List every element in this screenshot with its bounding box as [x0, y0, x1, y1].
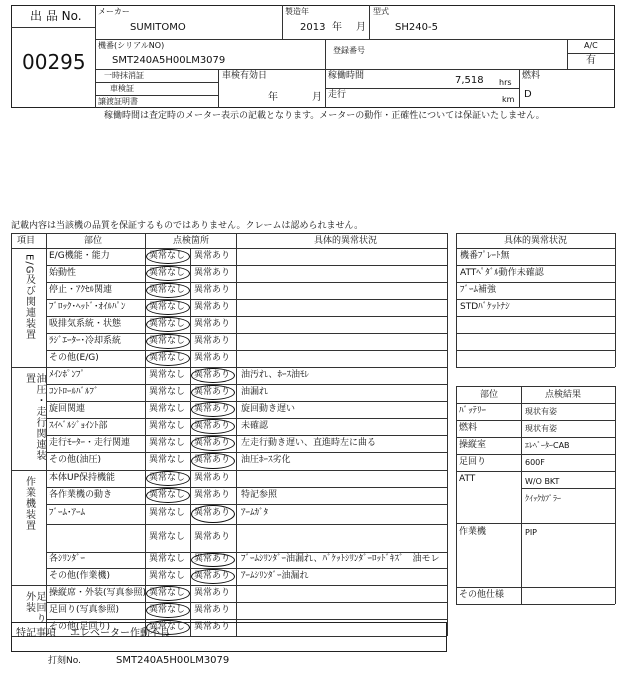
circle-mark-normal	[146, 334, 190, 349]
right-col-result: 点検結果	[545, 390, 582, 400]
stamp-value: SMT240A5H00LM3079	[116, 655, 230, 666]
check-normal[interactable]: 異常なし	[149, 570, 186, 581]
row-detail: ﾌﾞｰﾑｼﾘﾝﾀﾞｰ油漏れ、ﾊﾞｹｯﾄｼﾘﾝﾀﾞｰﾛｯﾄﾞｷｽﾞ 油モレ	[241, 554, 440, 564]
check-abnormal[interactable]: 異常あり	[194, 301, 231, 312]
check-normal[interactable]: 異常なし	[149, 554, 186, 564]
check-normal[interactable]: 異常なし	[149, 621, 186, 632]
check-abnormal[interactable]: 異常あり	[194, 284, 231, 295]
row-part: 吸排気系統・状態	[49, 318, 122, 329]
maker-value: SUMITOMO	[130, 22, 186, 33]
table-header-detail: 具体的異常状況	[314, 236, 378, 246]
row-part: ﾌﾞﾛｯｸ･ﾍｯﾄﾞ･ｵｲﾙﾊﾟﾝ	[49, 301, 126, 312]
right-top-item: STDﾊﾞｹｯﾄﾅｼ	[460, 302, 510, 312]
circle-mark-abnormal	[191, 436, 235, 451]
circle-mark-normal	[146, 300, 190, 315]
row-detail: ｱｰﾑｶﾞﾀ	[241, 508, 269, 518]
serial-value: SMT240A5H00LM3079	[112, 55, 226, 66]
check-abnormal[interactable]: 異常あり	[194, 335, 231, 346]
check-abnormal[interactable]: 異常あり	[194, 369, 231, 380]
lot-label: 出 品 No.	[30, 9, 82, 23]
check-normal[interactable]: 異常なし	[149, 250, 186, 261]
check-abnormal[interactable]: 異常あり	[194, 621, 231, 632]
section-title: 作業機装置	[23, 476, 35, 531]
row-detail: 旋回動き遅い	[241, 403, 296, 414]
doc-2: 譲渡証明書	[98, 97, 138, 106]
check-normal[interactable]: 異常なし	[149, 318, 186, 329]
circle-mark-abnormal	[191, 453, 235, 469]
check-abnormal[interactable]: 異常あり	[194, 472, 231, 483]
check-abnormal[interactable]: 異常あり	[194, 352, 231, 363]
table-header-part: 部位	[84, 236, 103, 246]
circle-mark-normal	[146, 471, 190, 486]
mileage-label: 走行	[328, 90, 347, 100]
circle-mark-abnormal	[191, 553, 235, 567]
section-title: 足回り外装	[23, 591, 45, 624]
result-value: 600F	[525, 458, 545, 467]
circle-mark-abnormal	[191, 505, 235, 523]
km-unit: km	[502, 95, 515, 104]
row-part: その他(作業機)	[49, 570, 111, 581]
right-top-item: 機番ﾌﾟﾚｰﾄ無	[460, 251, 510, 261]
circle-mark-normal	[146, 249, 190, 264]
circle-mark-normal	[146, 586, 190, 601]
result-part: 操縦室	[459, 440, 487, 450]
check-normal[interactable]: 異常なし	[149, 472, 186, 483]
row-part: ｽｲﾍﾞﾙｼﾞｮｲﾝﾄ部	[49, 420, 108, 431]
row-detail: 油漏れ	[241, 386, 269, 397]
row-part: 本体UP保持機能	[49, 472, 116, 483]
work-label: 作業機	[459, 527, 487, 537]
check-abnormal[interactable]: 異常あり	[194, 570, 231, 581]
hours-value: 7,518	[455, 75, 484, 86]
row-detail: 油圧ﾎｰｽ劣化	[241, 455, 291, 465]
circle-mark-normal	[146, 488, 190, 503]
circle-mark-normal	[146, 283, 190, 298]
row-part: ｺﾝﾄﾛｰﾙﾊﾞﾙﾌﾞ	[49, 386, 99, 397]
check-abnormal[interactable]: 異常あり	[194, 250, 231, 261]
model-label: 型式	[373, 7, 389, 16]
section-title: E/G及び関連装置	[23, 254, 35, 341]
check-normal[interactable]: 異常なし	[149, 386, 186, 397]
row-detail: 油汚れ、ﾎｰｽ油ﾓﾚ	[241, 369, 310, 380]
row-part: 各作業機の動き	[49, 489, 113, 500]
year-unit: 年	[332, 22, 342, 33]
circle-mark-normal	[146, 266, 190, 281]
check-normal[interactable]: 異常なし	[149, 403, 186, 414]
special-text: エレベーター作動不良	[70, 628, 170, 639]
insp-year-unit: 年	[268, 92, 278, 103]
check-abnormal[interactable]: 異常あり	[194, 532, 231, 542]
serial-label: 機番(シリアルNO)	[98, 41, 165, 50]
check-abnormal[interactable]: 異常あり	[194, 604, 231, 615]
disclaimer: 記載内容は当該機の品質を保証するものではありません。クレームは認められません。	[11, 221, 364, 231]
section-title: 油圧・走行関連装置	[23, 373, 45, 461]
ac-label: A/C	[584, 41, 598, 50]
right-top-title: 具体的異常状況	[504, 236, 568, 246]
row-part: その他(油圧)	[49, 455, 102, 465]
circle-mark-normal	[146, 603, 190, 618]
table-header-item: 項目	[17, 236, 36, 246]
row-part: 始動性	[49, 267, 77, 278]
check-normal[interactable]: 異常なし	[149, 489, 186, 500]
row-part: ﾗｼﾞｴｰﾀｰ･冷却系統	[49, 335, 122, 346]
right-top-item: ﾌﾞｰﾑ補強	[460, 285, 497, 295]
stamp-label: 打刻No.	[48, 656, 81, 666]
check-normal[interactable]: 異常なし	[149, 420, 186, 431]
row-detail: 未確認	[241, 420, 269, 431]
row-part: 走行ﾓｰﾀｰ・走行関連	[49, 437, 131, 448]
circle-mark-abnormal	[191, 385, 235, 400]
row-detail: ｱｰﾑｼﾘﾝﾀﾞｰ油漏れ	[241, 570, 309, 581]
insp-month-unit: 月	[312, 92, 322, 103]
check-abnormal[interactable]: 異常あり	[194, 386, 231, 397]
check-normal[interactable]: 異常なし	[149, 284, 186, 295]
table-header-check: 点検箇所	[173, 236, 210, 246]
row-part: その他(E/G)	[49, 352, 99, 363]
check-normal[interactable]: 異常なし	[149, 587, 186, 598]
right-top-item: ATTﾍﾟﾀﾞﾙ動作未確認	[460, 268, 544, 278]
check-normal[interactable]: 異常なし	[149, 455, 186, 465]
circle-mark-abnormal	[191, 402, 235, 417]
special-label: 特記事項	[16, 628, 56, 639]
check-normal[interactable]: 異常なし	[149, 301, 186, 312]
month-unit: 月	[356, 22, 366, 33]
check-abnormal[interactable]: 異常あり	[194, 403, 231, 414]
row-detail: 特記参照	[241, 489, 278, 500]
ac-value: 有	[586, 55, 596, 66]
check-normal[interactable]: 異常なし	[149, 508, 186, 518]
hours-unit: hrs	[499, 78, 512, 87]
att-result-0: W/O BKT	[525, 477, 560, 486]
check-abnormal[interactable]: 異常あり	[194, 420, 231, 431]
circle-mark-normal	[146, 351, 190, 366]
result-part: 燃料	[459, 423, 478, 433]
row-part: ﾌﾞｰﾑ･ｱｰﾑ	[49, 508, 86, 518]
check-normal[interactable]: 異常なし	[149, 267, 186, 278]
check-normal[interactable]: 異常なし	[149, 352, 186, 363]
result-part: ﾊﾞｯﾃﾘｰ	[459, 406, 487, 416]
lot-number: 00295	[22, 50, 86, 74]
circle-mark-normal	[146, 317, 190, 332]
check-abnormal[interactable]: 異常あり	[194, 267, 231, 278]
row-part: 各ｼﾘﾝﾀﾞｰ	[49, 554, 86, 564]
result-value: 現状有姿	[525, 424, 557, 433]
other-label: その他仕様	[459, 590, 505, 600]
row-part: E/G機能・能力	[49, 250, 110, 261]
att-label: ATT	[459, 474, 476, 484]
check-abnormal[interactable]: 異常あり	[194, 437, 231, 448]
year-label: 製造年	[285, 7, 309, 16]
right-col-part: 部位	[480, 390, 499, 400]
check-normal[interactable]: 異常なし	[149, 532, 186, 542]
doc-0: 一時抹消証	[104, 71, 144, 80]
row-part: 足回り(写真参照)	[49, 604, 120, 615]
result-value: ｴﾚﾍﾞｰﾀｰCAB	[525, 441, 570, 450]
hours-note: 稼働時間は査定時のメーター表示の記載となります。メーターの動作・正確性については保証いたしません。	[104, 111, 545, 121]
circle-mark-abnormal	[191, 419, 235, 434]
check-normal[interactable]: 異常なし	[149, 604, 186, 615]
check-normal[interactable]: 異常なし	[149, 369, 186, 380]
result-value: 現状有姿	[525, 407, 557, 416]
check-normal[interactable]: 異常なし	[149, 335, 186, 346]
check-abnormal[interactable]: 異常あり	[194, 489, 231, 500]
check-abnormal[interactable]: 異常あり	[194, 508, 231, 518]
reg-label: 登録番号	[333, 46, 365, 55]
row-part: 停止・ｱｸｾﾙ関連	[49, 284, 113, 295]
maker-label: メーカー	[98, 7, 130, 16]
check-abnormal[interactable]: 異常あり	[194, 587, 231, 598]
circle-mark-abnormal	[191, 569, 235, 584]
inspection-label: 車検有効日	[222, 71, 268, 81]
check-abnormal[interactable]: 異常あり	[194, 318, 231, 329]
row-part: 旋回関連	[49, 403, 86, 414]
row-part: ﾒｲﾝﾎﾟﾝﾌﾟ	[49, 369, 86, 380]
doc-1: 車検証	[110, 84, 134, 93]
att-result-1: ｸｲｯｸｶﾌﾟﾗｰ	[525, 494, 561, 503]
model-value: SH240-5	[395, 22, 438, 33]
check-abnormal[interactable]: 異常あり	[194, 554, 231, 564]
row-part: 操縦席・外装(写真参照)	[49, 587, 147, 598]
fuel-label: 燃料	[522, 71, 541, 81]
result-part: 足回り	[459, 457, 487, 467]
check-normal[interactable]: 異常なし	[149, 437, 186, 448]
row-detail: 左走行動き遅い、直進時左に曲る	[241, 437, 377, 448]
hours-label: 稼働時間	[328, 71, 365, 81]
check-abnormal[interactable]: 異常あり	[194, 455, 231, 465]
row-part: その他(足回り)	[49, 621, 111, 632]
fuel-value: D	[524, 89, 532, 100]
work-result: PIP	[525, 528, 538, 537]
year-value: 2013	[300, 22, 326, 33]
circle-mark-abnormal	[191, 368, 235, 383]
